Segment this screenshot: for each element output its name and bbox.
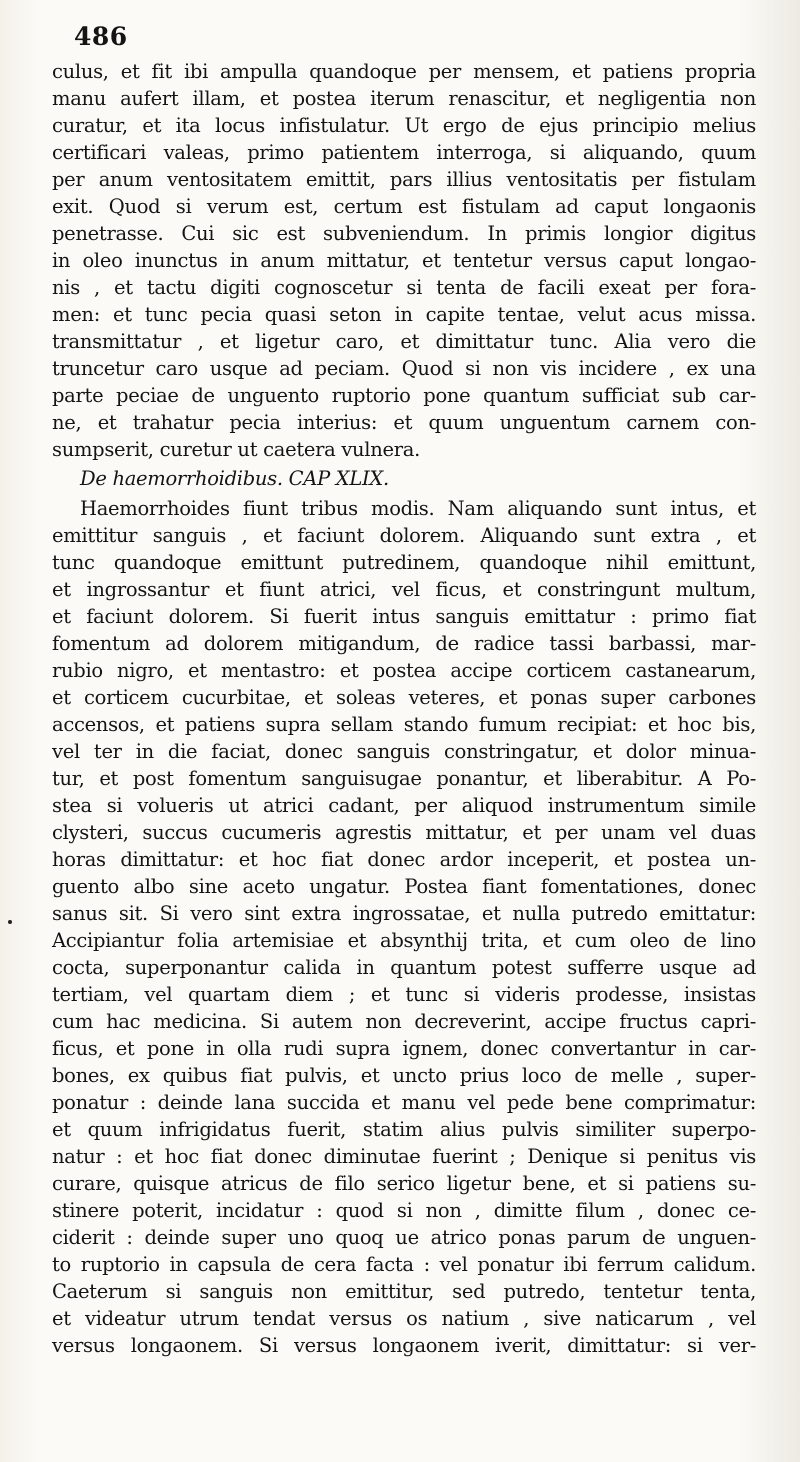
text-line: ciderit : deinde super uno quoq ue atrico ponas parum de unguen- [52, 1226, 756, 1249]
text-line: rubio nigro, et mentastro: et postea accipe corticem castanearum, [52, 659, 756, 682]
text-line: Caeterum si sanguis non emittitur, sed putredo, tentetur tenta, [52, 1280, 756, 1303]
text-line: tunc quandoque emittunt putredinem, quandoque nihil emittunt, [52, 551, 756, 574]
text-line: bones, ex quibus fiat pulvis, et uncto prius loco de melle , super- [52, 1064, 756, 1087]
page-number: 486 [74, 22, 128, 51]
text-line: Accipiantur folia artemisiae et absynthij trita, et cum oleo de lino [52, 929, 756, 952]
text-line: et faciunt dolorem. Si fuerit intus sanguis emittatur : primo fiat [52, 605, 756, 628]
text-line: men: et tunc pecia quasi seton in capite tentae, velut acus missa. [52, 303, 756, 326]
text-line: accensos, et patiens supra sellam stando fumum recipiat: et hoc bis, [52, 713, 756, 736]
text-line: stea si volueris ut atrici cadant, per aliquod instrumentum simile [52, 794, 756, 817]
text-line: natur : et hoc fiat donec diminutae fuerint ; Denique si penitus vis [52, 1145, 756, 1168]
text-line: clysteri, succus cucumeris agrestis mittatur, et per unam vel duas [52, 821, 756, 844]
text-line: tertiam, vel quartam diem ; et tunc si videris prodesse, insistas [52, 983, 756, 1006]
margin-dot [8, 920, 12, 924]
text-line: nis , et tactu digiti cognoscetur si tenta de facili exeat per fora- [52, 276, 756, 299]
text-line: curare, quisque atricus de filo serico ligetur bene, et si patiens su- [52, 1172, 756, 1195]
text-line: parte peciae de unguento ruptorio pone quantum sufficiat sub car- [52, 384, 756, 407]
text-line: to ruptorio in capsula de cera facta : vel ponatur ibi ferrum calidum. [52, 1253, 756, 1276]
text-line: exit. Quod si verum est, certum est fistulam ad caput longaonis [52, 195, 756, 218]
text-line: culus, et fit ibi ampulla quandoque per mensem, et patiens propria [52, 60, 756, 83]
text-line: truncetur caro usque ad peciam. Quod si non vis incidere , ex una [52, 357, 756, 380]
text-line: sanus sit. Si vero sint extra ingrossatae, et nulla putredo emittatur: [52, 902, 756, 925]
text-line: curatur, et ita locus infistulatur. Ut ergo de ejus principio melius [52, 114, 756, 137]
text-line: ficus, et pone in olla rudi supra ignem, donec convertantur in car- [52, 1037, 756, 1060]
text-line: certificari valeas, primo patientem interroga, si aliquando, quum [52, 141, 756, 164]
text-line: cum hac medicina. Si autem non decreverint, accipe fructus capri- [52, 1010, 756, 1033]
text-line: emittitur sanguis , et faciunt dolorem. Aliquando sunt extra , et [52, 524, 756, 547]
text-line: fomentum ad dolorem mitigandum, de radice tassi barbassi, mar- [52, 632, 756, 655]
text-line: stinere poterit, incidatur : quod si non , dimitte filum , donec ce- [52, 1199, 756, 1222]
text-line: et ingrossantur et fiunt atrici, vel ficus, et constringunt multum, [52, 578, 756, 601]
text-line: per anum ventositatem emittit, pars illius ventositatis per fistulam [52, 168, 756, 191]
text-line: transmittatur , et ligetur caro, et dimittatur tunc. Alia vero die [52, 330, 756, 353]
chapter-heading: De haemorrhoidibus. CAP XLIX. [80, 467, 389, 490]
text-line: et videatur utrum tendat versus os natium , sive naticarum , vel [52, 1307, 756, 1330]
text-line: ponatur : deinde lana succida et manu vel pede bene comprimatur: [52, 1091, 756, 1114]
text-line: Haemorrhoides fiunt tribus modis. Nam aliquando sunt intus, et [80, 497, 756, 520]
text-line: penetrasse. Cui sic est subveniendum. In primis longior digitus [52, 222, 756, 245]
text-line: sumpserit, curetur ut caetera vulnera. [52, 438, 420, 461]
text-line: guento albo sine aceto ungatur. Postea fiant fomentationes, donec [52, 875, 756, 898]
text-line: vel ter in die faciat, donec sanguis constringatur, et dolor minua- [52, 740, 756, 763]
text-line: et quum infrigidatus fuerit, statim alius pulvis similiter superpo- [52, 1118, 756, 1141]
text-line: ne, et trahatur pecia interius: et quum unguentum carnem con- [52, 411, 756, 434]
text-line: horas dimittatur: et hoc fiat donec ardor inceperit, et postea un- [52, 848, 756, 871]
text-line: cocta, superponantur calida in quantum potest sufferre usque ad [52, 956, 756, 979]
text-line: et corticem cucurbitae, et soleas veteres, et ponas super carbones [52, 686, 756, 709]
text-line: in oleo inunctus in anum mittatur, et tentetur versus caput longao- [52, 249, 756, 272]
text-line: manu aufert illam, et postea iterum renascitur, et negligentia non [52, 87, 756, 110]
text-line: tur, et post fomentum sanguisugae ponantur, et liberabitur. A Po- [52, 767, 756, 790]
text-line: versus longaonem. Si versus longaonem iverit, dimittatur: si ver- [52, 1334, 756, 1357]
